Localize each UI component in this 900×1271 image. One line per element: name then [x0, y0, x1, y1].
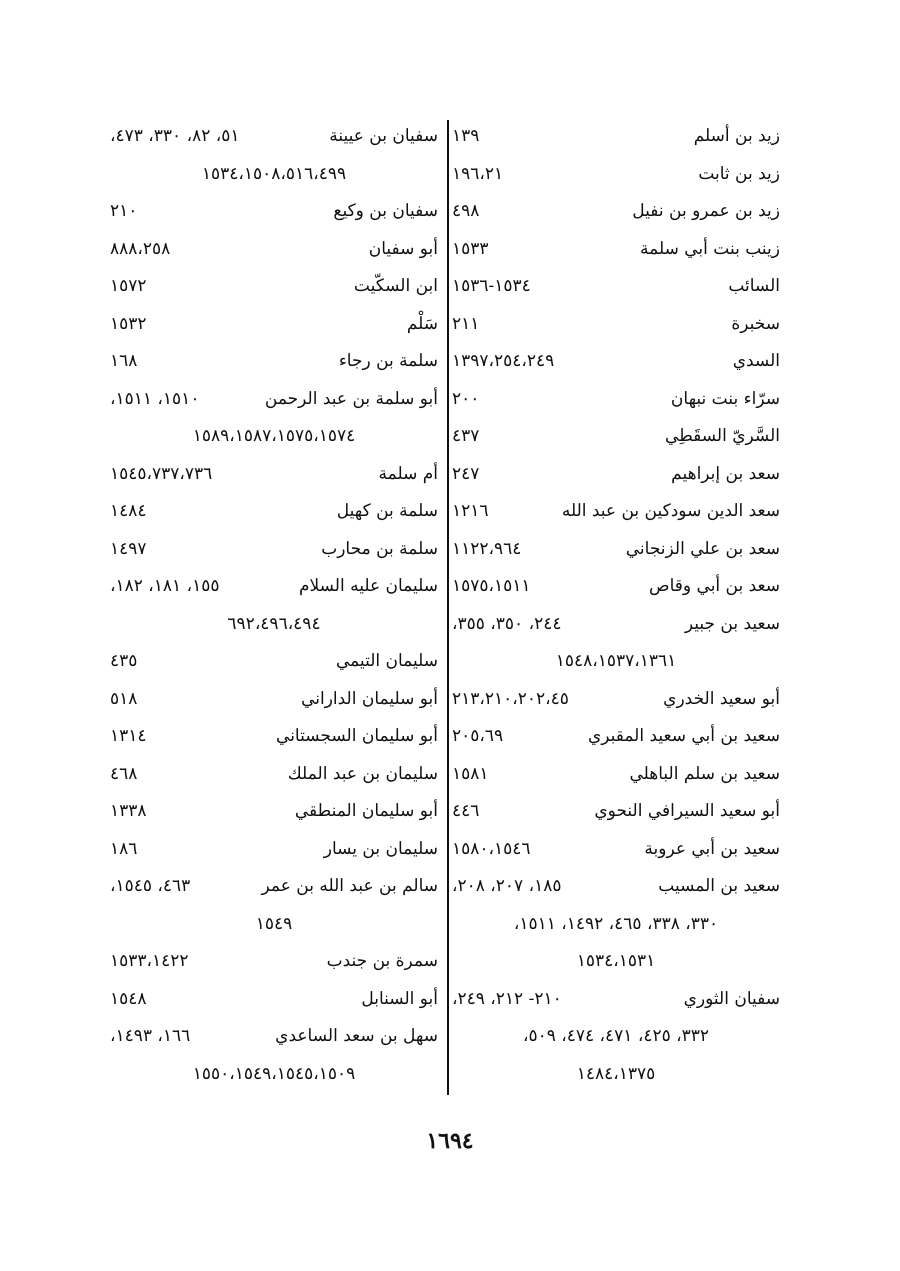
entry-name: زينب بنت أبي سلمة — [640, 238, 780, 259]
entry-name: سلمة بن كهيل — [336, 501, 438, 521]
entry-page-numbers: ٨٨٨،٢٥٨ — [110, 238, 171, 259]
entry-page-numbers: ١٥٥، ١٨١، ١٨٢، — [110, 576, 220, 596]
index-entry — [110, 381, 438, 419]
index-entry — [452, 343, 780, 381]
entry-name: سعد بن علي الزنجاني — [625, 538, 780, 559]
index-entry — [452, 418, 780, 456]
index-entry — [110, 456, 438, 494]
entry-name: سخبرة — [731, 313, 780, 334]
entry-page-numbers: ٢٤٤، ٣٥٠، ٣٥٥، — [452, 613, 562, 634]
index-entry — [452, 943, 780, 981]
index-entry — [110, 1056, 438, 1094]
entry-page-numbers: ٤٤٦ — [452, 801, 480, 821]
entry-page-numbers: ١٥٣٣،١٤٢٢ — [110, 951, 189, 971]
entry-name: سعيد بن أبي عروبة — [644, 838, 780, 859]
index-column-right — [452, 118, 780, 1093]
entry-name: أبو سليمان الداراني — [301, 688, 438, 709]
entry-name: سليمان عليه السلام — [298, 576, 438, 596]
entry-name: سالم بن عبد الله بن عمر — [261, 876, 438, 896]
page-number: ١٦٩٤ — [426, 1128, 474, 1154]
entry-page-numbers: ٤٦٨ — [110, 763, 138, 784]
entry-page-numbers: ١٥٧٢ — [110, 276, 147, 296]
entry-page-numbers: ١٢١٦ — [452, 501, 489, 521]
column-divider — [447, 120, 449, 1095]
index-entry — [110, 943, 438, 981]
index-entry — [110, 606, 438, 644]
entry-page-numbers: ٤٦٣، ١٥٤٥، — [110, 876, 191, 896]
entry-page-numbers: ١٤٨٤ — [110, 501, 147, 521]
entry-name: السَّريّ السقَطِي — [665, 426, 780, 446]
index-entry — [110, 681, 438, 719]
entry-name: زيد بن أسلم — [693, 126, 780, 146]
entry-page-numbers: ٢١١ — [452, 313, 480, 334]
entry-name: أبو سفيان — [368, 238, 438, 259]
index-entry — [110, 118, 438, 156]
entry-name: زيد بن عمرو بن نفيل — [632, 201, 780, 221]
entry-page-numbers: ١٨٦ — [110, 838, 138, 859]
entry-name: زيد بن ثابت — [698, 163, 780, 184]
entry-page-numbers: ٢١٠ — [110, 201, 138, 221]
entry-page-numbers: ١٣١٤ — [110, 726, 147, 746]
entry-name: السدي — [732, 351, 780, 371]
index-entry — [452, 868, 780, 906]
entry-page-numbers: ١٣٩ — [452, 126, 480, 146]
index-entry — [110, 193, 438, 231]
entry-name: أبو سعيد السيرافي النحوي — [594, 801, 780, 821]
index-entry — [110, 718, 438, 756]
index-entry — [452, 268, 780, 306]
index-column-left — [110, 118, 438, 1093]
index-entry — [452, 381, 780, 419]
entry-page-numbers: ١٥٣٤،١٥٣١ — [576, 951, 656, 971]
entry-name: سليمان بن عبد الملك — [287, 763, 438, 784]
entry-name: أبو السنابل — [361, 988, 438, 1009]
entry-page-numbers: ١٥٤٥،٧٣٧،٧٣٦ — [110, 463, 213, 484]
index-entry — [110, 643, 438, 681]
index-entry — [452, 156, 780, 194]
entry-name: سليمان بن يسار — [323, 838, 438, 859]
index-entry — [110, 531, 438, 569]
index-entry — [110, 981, 438, 1019]
entry-page-numbers: ٦٩٢،٤٩٦،٤٩٤ — [227, 613, 321, 634]
index-entry — [110, 231, 438, 269]
entry-page-numbers: ١٥٤٨،١٥٣٧،١٣٦١ — [555, 651, 677, 671]
entry-page-numbers: ١٥٨١ — [452, 763, 489, 784]
index-entry — [452, 831, 780, 869]
entry-page-numbers: ١٣٩٧،٢٥٤،٢٤٩ — [452, 351, 555, 371]
index-entry — [110, 831, 438, 869]
index-entry — [452, 193, 780, 231]
entry-page-numbers: ١١٢٢،٩٦٤ — [452, 538, 522, 559]
index-entry — [452, 306, 780, 344]
index-entry — [452, 718, 780, 756]
index-entry — [452, 756, 780, 794]
index-entry — [110, 793, 438, 831]
entry-page-numbers: ٢٠٠ — [452, 388, 480, 409]
entry-name: سعيد بن المسيب — [658, 876, 780, 896]
index-entry — [452, 1056, 780, 1094]
entry-name: سعيد بن أبي سعيد المقبري — [587, 726, 780, 746]
entry-name: سليمان التيمي — [335, 651, 438, 671]
entry-name: أبو سعيد الخدري — [663, 688, 780, 709]
entry-page-numbers: ١٦٦، ١٤٩٣، — [110, 1026, 191, 1046]
entry-page-numbers: ٤٩٨ — [452, 201, 480, 221]
entry-name: سفيان الثوري — [683, 988, 780, 1009]
index-entry — [110, 1018, 438, 1056]
index-entry — [452, 1018, 780, 1056]
entry-name: أم سلمة — [378, 463, 438, 484]
index-entry — [110, 306, 438, 344]
entry-page-numbers: ٣٣٠، ٣٣٨، ٤٦٥، ١٤٩٢، ١٥١١، — [513, 913, 719, 934]
entry-page-numbers: ١٥٥٠،١٥٤٩،١٥٤٥،١٥٠٩ — [192, 1063, 356, 1084]
entry-page-numbers: ١٥٤٩ — [255, 913, 293, 934]
entry-page-numbers: ١٨٥، ٢٠٧، ٢٠٨، — [452, 876, 562, 896]
index-entry — [110, 568, 438, 606]
entry-name: سعد الدين سودكين بن عبد الله — [561, 501, 780, 521]
entry-name: سلمة بن رجاء — [338, 351, 438, 371]
entry-name: سفيان بن وكيع — [333, 201, 438, 221]
entry-page-numbers: ١٥٨٠،١٥٤٦ — [452, 838, 531, 859]
entry-name: سرّاء بنت نبهان — [670, 388, 780, 409]
entry-page-numbers: ١٥٧٥،١٥١١ — [452, 576, 531, 596]
index-entry — [110, 493, 438, 531]
index-entry — [452, 981, 780, 1019]
entry-page-numbers: ١٩٦،٢١ — [452, 163, 504, 184]
entry-page-numbers: ١٥٣٤،١٥٠٨،٥١٦،٤٩٩ — [201, 163, 347, 184]
entry-page-numbers: ١٥٤٨ — [110, 988, 147, 1009]
entry-page-numbers: ١٥٣٢ — [110, 313, 147, 334]
index-entry — [110, 868, 438, 906]
entry-name: سفيان بن عيينة — [329, 126, 438, 146]
entry-page-numbers: ٥١٨ — [110, 688, 138, 709]
index-entry — [452, 456, 780, 494]
entry-page-numbers: ٥١، ٨٢، ٣٣٠، ٤٧٣، — [110, 126, 240, 146]
index-entry — [452, 793, 780, 831]
entry-name: سلمة بن محارب — [321, 538, 438, 559]
entry-page-numbers: ٤٣٥ — [110, 651, 138, 671]
entry-name: أبو سليمان السجستاني — [276, 726, 438, 746]
entry-name: أبو سلمة بن عبد الرحمن — [264, 388, 438, 409]
entry-page-numbers: ٢٠٥،٦٩ — [452, 726, 504, 746]
index-entry — [452, 531, 780, 569]
entry-name: سعيد بن سلم الباهلي — [629, 763, 780, 784]
index-entry — [110, 906, 438, 944]
entry-page-numbers: ١٥١٠، ١٥١١، — [110, 388, 200, 409]
entry-page-numbers: ١٥٨٩،١٥٨٧،١٥٧٥،١٥٧٤ — [192, 426, 356, 446]
entry-name: سمرة بن جندب — [326, 951, 438, 971]
entry-page-numbers: ١٤٨٤،١٣٧٥ — [576, 1063, 656, 1084]
index-entry — [452, 118, 780, 156]
entry-page-numbers: ١٥٣٣ — [452, 238, 489, 259]
entry-name: سَلْم — [406, 313, 438, 334]
index-entry — [110, 343, 438, 381]
entry-page-numbers: ٢١٣،٢١٠،٢٠٢،٤٥ — [452, 688, 569, 709]
entry-page-numbers: ٢١٠- ٢١٢، ٢٤٩، — [452, 988, 562, 1009]
index-entry — [452, 231, 780, 269]
entry-page-numbers: ١٣٣٨ — [110, 801, 147, 821]
entry-name: أبو سليمان المنطقي — [294, 801, 438, 821]
entry-page-numbers: ١٤٩٧ — [110, 538, 147, 559]
index-entry — [110, 418, 438, 456]
entry-page-numbers: ٢٤٧ — [452, 463, 480, 484]
index-entry — [110, 156, 438, 194]
index-entry — [452, 906, 780, 944]
index-entry — [452, 606, 780, 644]
entry-name: سعد بن إبراهيم — [671, 463, 780, 484]
entry-page-numbers: ٣٣٢، ٤٢٥، ٤٧١، ٤٧٤، ٥٠٩، — [522, 1026, 710, 1046]
index-entry — [110, 756, 438, 794]
index-entry — [452, 643, 780, 681]
entry-name: سعيد بن جبير — [684, 613, 780, 634]
entry-page-numbers: ٤٣٧ — [452, 426, 480, 446]
index-entry — [452, 681, 780, 719]
entry-name: ابن السكّيت — [353, 276, 438, 296]
entry-name: سهل بن سعد الساعدي — [275, 1026, 438, 1046]
index-entry — [110, 268, 438, 306]
entry-name: سعد بن أبي وقاص — [649, 576, 780, 596]
entry-page-numbers: ١٥٣٤-١٥٣٦ — [452, 276, 531, 296]
entry-page-numbers: ١٦٨ — [110, 351, 138, 371]
index-entry — [452, 493, 780, 531]
index-entry — [452, 568, 780, 606]
entry-name: السائب — [728, 276, 780, 296]
